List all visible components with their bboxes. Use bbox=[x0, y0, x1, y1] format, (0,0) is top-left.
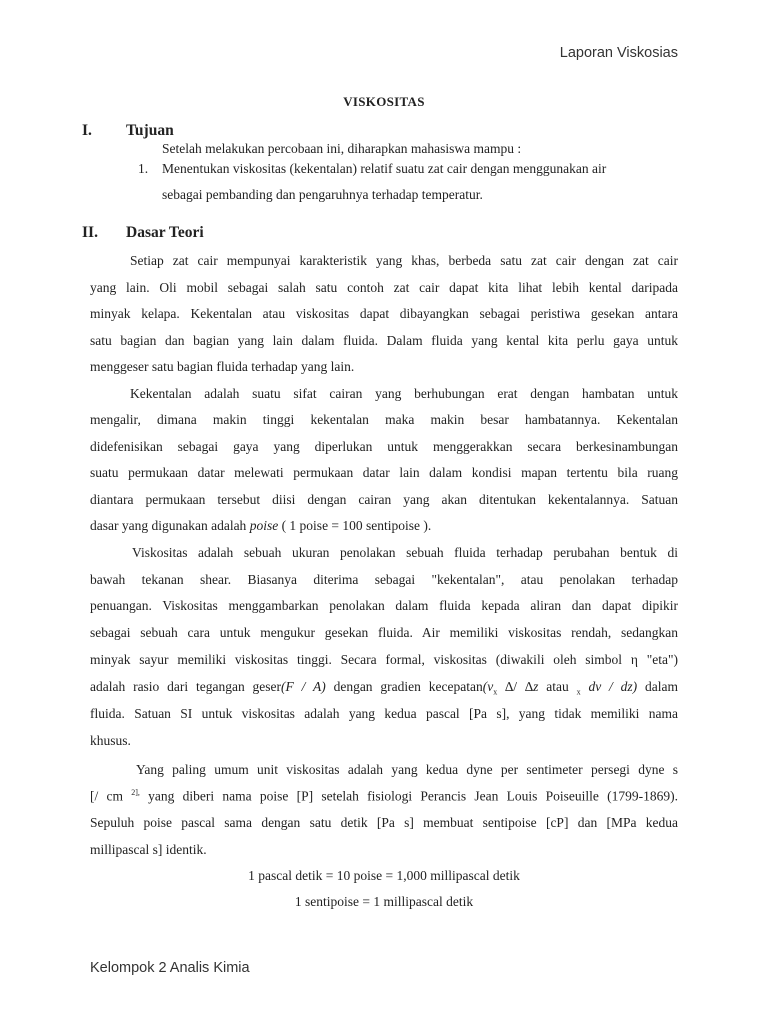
section-2-number: II. bbox=[82, 224, 98, 241]
paragraph-line: Yang paling umum unit viskositas adalah yang kedua dyne per sentimeter persegi dyne s bbox=[136, 762, 678, 777]
paragraph-line: satu bagian dan bagian yang lain dalam fluida. Dalam fluida yang kental kita perlu gaya untuk bbox=[90, 333, 678, 348]
paragraph-line: millipascal s] identik. bbox=[90, 842, 207, 857]
paragraph-line: minyak kelapa. Kekentalan atau viskositas dapat dibayangkan sebagai peristiwa gesekan antara bbox=[90, 306, 678, 321]
section-1-heading: Tujuan bbox=[126, 122, 174, 139]
paragraph-line: didefenisikan sebagai gaya yang diperlukan untuk menggerakkan secara berkesinambungan bbox=[90, 439, 678, 454]
document-title: VISKOSITAS bbox=[343, 94, 425, 109]
paragraph-line: menggeser satu bagian fluida terhadap yang lain. bbox=[90, 359, 355, 374]
paragraph-line: diantara permukaan tersebut diisi dengan cairan yang akan ditentukan kekentalannya. Satuan bbox=[90, 492, 678, 507]
section-1-intro: Setelah melakukan percobaan ini, diharapkan mahasiswa mampu : bbox=[162, 141, 522, 156]
paragraph-line: sebagai sebuah cara untuk mengukur gesekan fluida. Air memiliki viskositas rendah, sedangkan bbox=[90, 625, 678, 640]
paragraph-line: bawah tekanan shear. Biasanya diterima sebagai "kekentalan", atau penolakan terhadap bbox=[90, 572, 678, 587]
section-1-number: I. bbox=[82, 122, 92, 139]
paragraph-line: yang lain. Oli mobil sebagai salah satu contoh zat cair dapat kita lihat lebih kental daripada bbox=[90, 280, 678, 295]
list-item-line: Menentukan viskositas (kekentalan) relatif suatu zat cair dengan menggunakan air bbox=[162, 161, 607, 176]
page-header: Laporan Viskosias bbox=[559, 45, 678, 61]
paragraph-line: Sepuluh poise pascal sama dengan satu detik [Pa s] membuat sentipoise [cP] dan [MPa kedua bbox=[90, 815, 678, 830]
paragraph-line: mengalir, dimana makin tinggi kekentalan maka makin besar hambatannya. Kekentalan bbox=[90, 412, 678, 427]
equation-line: 1 sentipoise = 1 millipascal detik bbox=[294, 894, 474, 909]
page-footer: Kelompok 2 Analis Kimia bbox=[90, 960, 250, 976]
paragraph-line: penuangan. Viskositas menggambarkan penolakan dalam fluida kepada aliran dan dapat dipikir bbox=[90, 598, 678, 613]
equation-line: 1 pascal detik = 10 poise = 1,000 millipascal detik bbox=[248, 868, 520, 883]
list-item-number: 1. bbox=[138, 161, 149, 176]
paragraph-line: fluida. Satuan SI untuk viskositas adalah yang kedua pascal [Pa s], yang tidak memiliki nama bbox=[90, 706, 678, 721]
paragraph-line: khusus. bbox=[90, 733, 131, 748]
paragraph-line: [/ cm $^{2],}$ yang diberi nama poise [P] setelah fisiologi Perancis Jean Louis Poiseuille (1799-1869). bbox=[90, 788, 678, 804]
paragraph-line: suatu permukaan datar melewati permukaan datar lain dalam kondisi mapan tertentu bila ruang bbox=[90, 465, 678, 480]
list-item-line: sebagai pembanding dan pengaruhnya terhadap temperatur. bbox=[162, 187, 483, 202]
paragraph-line-formula: adalah rasio dari tegangan geser(F / A) dengan gradien $kecepatan(v_x$ ∆/ ∆z atau $_x$ dv / dz) dalam bbox=[90, 679, 678, 697]
poise-term: poise bbox=[249, 518, 279, 533]
paragraph-line: minyak sayur memiliki viskositas tinggi. Secara formal, viskositas (diwakili oleh simbol η "eta") bbox=[90, 652, 678, 667]
paragraph-line: Kekentalan adalah suatu sifat cairan yang berhubungan erat dengan hambatan untuk bbox=[130, 386, 678, 401]
paragraph-line: dasar yang digunakan adalah poise ( 1 poise = 100 sentipoise ). bbox=[90, 518, 432, 533]
section-2-heading: Dasar Teori bbox=[126, 224, 204, 241]
paragraph-line: Setiap zat cair mempunyai karakteristik yang khas, berbeda satu zat cair dengan zat cair bbox=[130, 253, 678, 268]
paragraph-line: Viskositas adalah sebuah ukuran penolakan sebuah fluida terhadap perubahan bentuk di bbox=[132, 545, 678, 560]
